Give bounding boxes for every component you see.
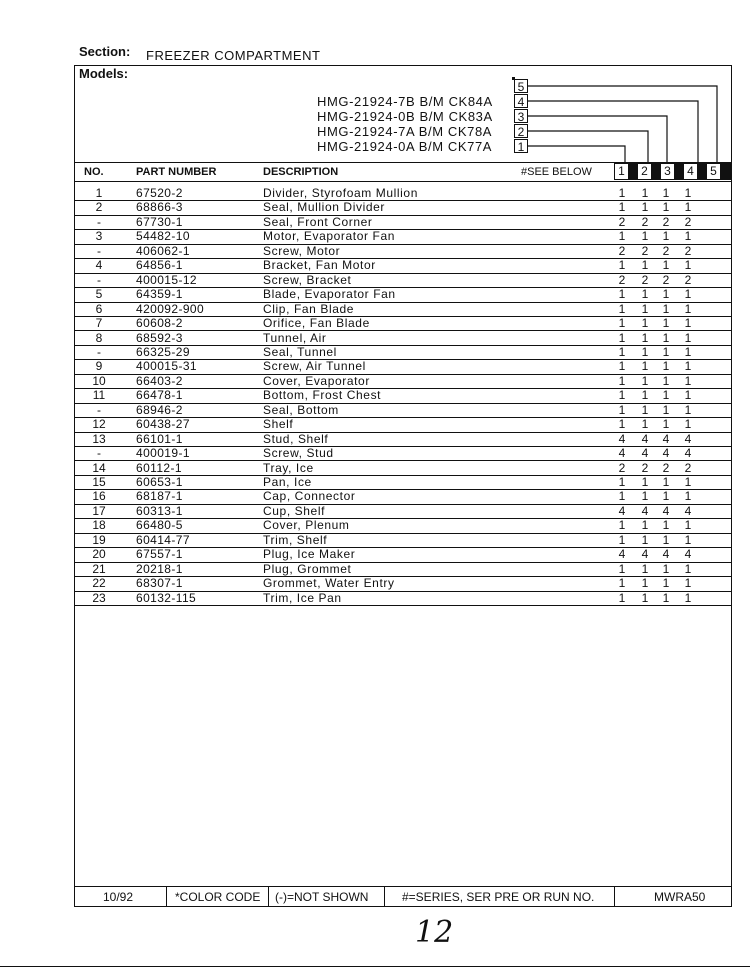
table-row: [74, 186, 732, 200]
row-item-number: 8: [95, 330, 103, 345]
column-box-1: 1: [614, 163, 629, 180]
table-row: [74, 562, 732, 576]
row-quantity: 4: [662, 547, 670, 562]
table-row: [74, 432, 732, 446]
row-quantity: 1: [684, 359, 692, 374]
row-item-number: 16: [92, 489, 106, 504]
row-item-number: -: [97, 446, 101, 461]
row-description: Stud, Shelf: [263, 431, 329, 446]
row-quantity: 1: [641, 590, 649, 605]
row-quantity: 4: [641, 446, 649, 461]
row-quantity: 1: [662, 489, 670, 504]
table-row: [74, 316, 732, 330]
row-description: Screw, Stud: [263, 446, 334, 461]
row-quantity: 4: [662, 503, 670, 518]
row-part-number: 67557-1: [136, 547, 183, 562]
row-quantity: 1: [684, 561, 692, 576]
table-row: [74, 388, 732, 402]
row-quantity: 1: [662, 373, 670, 388]
table-row: [74, 446, 732, 460]
row-description: Grommet, Water Entry: [263, 576, 395, 591]
row-quantity: 1: [662, 475, 670, 489]
row-description: Seal, Tunnel: [263, 344, 337, 359]
row-quantity: 1: [662, 301, 670, 316]
row-quantity: 1: [662, 258, 670, 273]
row-quantity: 1: [662, 417, 670, 432]
row-description: Seal, Front Corner: [263, 214, 373, 229]
table-row: [74, 302, 732, 316]
row-quantity: 4: [684, 503, 692, 518]
row-quantity: 1: [662, 186, 670, 200]
table-row: [74, 229, 732, 243]
row-quantity: 1: [684, 489, 692, 504]
row-quantity: 1: [618, 229, 626, 244]
model-line: HMG-21924-7B B/M CK84A: [317, 94, 493, 109]
row-quantity: 1: [684, 532, 692, 547]
row-description: Screw, Motor: [263, 243, 341, 258]
section-label: Section:: [79, 44, 131, 59]
row-quantity: 4: [618, 446, 626, 461]
row-quantity: 4: [641, 503, 649, 518]
row-quantity: 1: [618, 518, 626, 533]
row-quantity: 2: [618, 272, 626, 287]
row-quantity: 4: [618, 547, 626, 562]
row-quantity: 1: [684, 417, 692, 432]
footer-series: #=SERIES, SER PRE OR RUN NO.: [402, 890, 595, 904]
row-part-number: 66403-2: [136, 373, 183, 388]
row-quantity: 1: [641, 417, 649, 432]
row-part-number: 60438-27: [136, 417, 190, 432]
row-item-number: 1: [95, 186, 103, 200]
page-bottom-rule: [0, 966, 750, 967]
table-row: [74, 403, 732, 417]
table-row: [74, 576, 732, 590]
row-quantity: 4: [684, 547, 692, 562]
row-quantity: 1: [684, 316, 692, 331]
row-item-number: 12: [92, 417, 106, 432]
row-quantity: 2: [684, 272, 692, 287]
row-quantity: 1: [618, 344, 626, 359]
header-no: NO.: [84, 166, 104, 178]
model-index-box: 4: [514, 94, 528, 108]
row-quantity: 1: [641, 561, 649, 576]
model-index-box: 3: [514, 109, 528, 123]
row-part-number: 60414-77: [136, 532, 190, 547]
row-item-number: 2: [95, 200, 103, 215]
row-part-number: 400015-12: [136, 272, 197, 287]
row-description: Clip, Fan Blade: [263, 301, 355, 316]
row-quantity: 4: [662, 431, 670, 446]
column-box-3: 3: [660, 163, 675, 180]
row-quantity: 1: [684, 344, 692, 359]
row-quantity: 1: [662, 316, 670, 331]
row-quantity: 1: [684, 402, 692, 417]
row-quantity: 1: [684, 475, 692, 489]
row-quantity: 2: [662, 460, 670, 475]
table-row: [74, 273, 732, 287]
row-item-number: -: [97, 243, 101, 258]
row-quantity: 1: [641, 576, 649, 591]
row-quantity: 1: [662, 402, 670, 417]
row-quantity: 2: [684, 460, 692, 475]
row-quantity: 1: [662, 518, 670, 533]
row-part-number: 68307-1: [136, 576, 183, 591]
row-quantity: 1: [618, 258, 626, 273]
footer-separator: [384, 886, 385, 907]
model-index-box: 1: [514, 139, 528, 153]
row-quantity: 1: [662, 590, 670, 605]
row-part-number: 66101-1: [136, 431, 183, 446]
row-quantity: 2: [641, 214, 649, 229]
table-row: [74, 287, 732, 301]
row-quantity: 1: [618, 373, 626, 388]
row-description: Shelf: [263, 417, 294, 432]
row-quantity: 1: [641, 475, 649, 489]
row-description: Plug, Grommet: [263, 561, 352, 576]
row-item-number: -: [97, 272, 101, 287]
row-part-number: 66478-1: [136, 388, 183, 403]
row-quantity: 1: [662, 359, 670, 374]
row-quantity: 1: [641, 287, 649, 302]
row-quantity: 1: [662, 229, 670, 244]
row-quantity: 1: [662, 330, 670, 345]
row-item-number: 5: [95, 287, 103, 302]
row-quantity: 2: [641, 243, 649, 258]
row-description: Pan, Ice: [263, 475, 312, 489]
row-item-number: 13: [92, 431, 106, 446]
section-value: FREEZER COMPARTMENT: [146, 48, 321, 63]
row-quantity: 4: [618, 431, 626, 446]
row-description: Tunnel, Air: [263, 330, 327, 345]
row-item-number: 15: [92, 475, 106, 489]
row-description: Tray, Ice: [263, 460, 314, 475]
row-part-number: 66325-29: [136, 344, 190, 359]
row-part-number: 64856-1: [136, 258, 183, 273]
table-row: [74, 359, 732, 373]
footer-separator: [166, 886, 167, 907]
row-item-number: 21: [92, 561, 106, 576]
row-quantity: 1: [641, 359, 649, 374]
row-item-number: 10: [92, 373, 106, 388]
column-divider: [698, 163, 706, 180]
row-item-number: 18: [92, 518, 106, 533]
row-part-number: 66480-5: [136, 518, 183, 533]
row-item-number: 19: [92, 532, 106, 547]
row-quantity: 1: [641, 229, 649, 244]
row-quantity: 4: [618, 503, 626, 518]
row-item-number: 22: [92, 576, 106, 591]
row-item-number: -: [97, 214, 101, 229]
footer-code: MWRA50: [654, 890, 706, 904]
models-label: Models:: [79, 66, 129, 81]
row-quantity: 1: [684, 576, 692, 591]
row-description: Screw, Bracket: [263, 272, 352, 287]
row-quantity: 1: [641, 330, 649, 345]
row-quantity: 2: [684, 243, 692, 258]
row-quantity: 2: [684, 214, 692, 229]
footer-separator: [614, 886, 615, 907]
row-quantity: 1: [641, 258, 649, 273]
row-quantity: 1: [618, 590, 626, 605]
row-quantity: 1: [618, 489, 626, 504]
row-description: Seal, Bottom: [263, 402, 339, 417]
row-item-number: 6: [95, 301, 103, 316]
row-quantity: 1: [662, 576, 670, 591]
row-description: Cover, Evaporator: [263, 373, 370, 388]
row-item-number: 4: [95, 258, 103, 273]
table-row: [74, 504, 732, 518]
row-description: Orifice, Fan Blade: [263, 316, 370, 331]
row-item-number: 17: [92, 503, 106, 518]
table-row: [74, 374, 732, 388]
row-quantity: 2: [662, 243, 670, 258]
row-description: Trim, Shelf: [263, 532, 328, 547]
table-row: [74, 591, 732, 605]
row-part-number: 64359-1: [136, 287, 183, 302]
row-quantity: 1: [684, 200, 692, 215]
table-row: [74, 345, 732, 359]
row-quantity: 1: [641, 518, 649, 533]
row-quantity: 1: [618, 359, 626, 374]
row-description: Trim, Ice Pan: [263, 590, 342, 605]
column-box-4: 4: [683, 163, 698, 180]
row-quantity: 1: [641, 388, 649, 403]
row-quantity: 4: [641, 431, 649, 446]
table-row: [74, 244, 732, 258]
table-row: [74, 547, 732, 561]
row-part-number: 68866-3: [136, 200, 183, 215]
row-part-number: 60313-1: [136, 503, 183, 518]
row-description: Bracket, Fan Motor: [263, 258, 376, 273]
row-part-number: 68592-3: [136, 330, 183, 345]
row-part-number: 68187-1: [136, 489, 183, 504]
table-row: [74, 200, 732, 214]
header-part-number: PART NUMBER: [136, 166, 217, 178]
row-quantity: 1: [684, 229, 692, 244]
row-part-number: 67520-2: [136, 186, 183, 200]
row-quantity: 1: [618, 301, 626, 316]
model-line: HMG-21924-0A B/M CK77A: [317, 139, 493, 154]
row-quantity: 1: [618, 186, 626, 200]
row-part-number: 20218-1: [136, 561, 183, 576]
row-item-number: 9: [95, 359, 103, 374]
row-description: Bottom, Frost Chest: [263, 388, 382, 403]
row-part-number: 60653-1: [136, 475, 183, 489]
row-quantity: 1: [684, 301, 692, 316]
model-index-box: 5: [514, 79, 528, 93]
row-part-number: 68946-2: [136, 402, 183, 417]
row-quantity: 1: [684, 590, 692, 605]
row-quantity: 2: [618, 214, 626, 229]
row-quantity: 1: [641, 301, 649, 316]
footer-date: 10/92: [103, 890, 134, 904]
row-quantity: 1: [641, 186, 649, 200]
row-part-number: 60112-1: [136, 460, 182, 475]
row-part-number: 67730-1: [136, 214, 183, 229]
row-description: Blade, Evaporator Fan: [263, 287, 396, 302]
row-description: Plug, Ice Maker: [263, 547, 356, 562]
row-quantity: 1: [618, 388, 626, 403]
row-item-number: -: [97, 402, 101, 417]
row-quantity: 4: [662, 446, 670, 461]
column-box-5: 5: [706, 163, 721, 180]
row-quantity: 1: [641, 489, 649, 504]
row-quantity: 1: [618, 475, 626, 489]
row-description: Divider, Styrofoam Mullion: [263, 186, 418, 200]
footer-not-shown: (-)=NOT SHOWN: [275, 890, 369, 904]
row-part-number: 400019-1: [136, 446, 190, 461]
row-quantity: 1: [684, 258, 692, 273]
column-divider: [652, 163, 660, 180]
table-row: [74, 258, 732, 272]
row-quantity: 1: [684, 186, 692, 200]
row-part-number: 406062-1: [136, 243, 190, 258]
table-row: [74, 475, 732, 489]
row-quantity: 1: [684, 388, 692, 403]
row-quantity: 1: [618, 330, 626, 345]
row-quantity: 1: [618, 417, 626, 432]
row-quantity: 2: [641, 272, 649, 287]
row-part-number: 60608-2: [136, 316, 183, 331]
row-item-number: -: [97, 344, 101, 359]
column-divider: [675, 163, 683, 180]
row-quantity: 1: [618, 200, 626, 215]
row-underline: [74, 605, 732, 606]
header-bottom-rule: [74, 181, 732, 182]
row-quantity: 2: [662, 214, 670, 229]
row-quantity: 1: [641, 344, 649, 359]
model-line: HMG-21924-7A B/M CK78A: [317, 124, 493, 139]
row-description: Motor, Evaporator Fan: [263, 229, 395, 244]
column-box-2: 2: [637, 163, 652, 180]
row-description: Cover, Plenum: [263, 518, 350, 533]
row-item-number: 7: [95, 316, 103, 331]
row-quantity: 1: [662, 561, 670, 576]
row-quantity: 1: [662, 344, 670, 359]
row-item-number: 23: [92, 590, 106, 605]
row-quantity: 1: [618, 532, 626, 547]
row-quantity: 1: [641, 532, 649, 547]
row-description: Cup, Shelf: [263, 503, 326, 518]
header-description: DESCRIPTION: [263, 166, 339, 178]
footer-separator: [268, 886, 269, 907]
row-quantity: 1: [684, 373, 692, 388]
row-description: Screw, Air Tunnel: [263, 359, 366, 374]
row-part-number: 54482-10: [136, 229, 190, 244]
row-quantity: 1: [618, 316, 626, 331]
row-description: Seal, Mullion Divider: [263, 200, 385, 215]
table-row: [74, 461, 732, 475]
table-row: [74, 533, 732, 547]
row-item-number: 14: [92, 460, 106, 475]
row-quantity: 2: [618, 460, 626, 475]
row-quantity: 1: [662, 388, 670, 403]
row-quantity: 1: [641, 316, 649, 331]
model-index-box: 2: [514, 124, 528, 138]
row-quantity: 1: [684, 330, 692, 345]
row-item-number: 20: [92, 547, 106, 562]
row-quantity: 1: [684, 287, 692, 302]
row-description: Cap, Connector: [263, 489, 356, 504]
row-quantity: 2: [662, 272, 670, 287]
row-item-number: 11: [92, 388, 106, 403]
table-row: [74, 417, 732, 431]
row-quantity: 1: [618, 402, 626, 417]
table-row: [74, 215, 732, 229]
row-quantity: 1: [662, 200, 670, 215]
page-number: 12: [415, 915, 454, 950]
row-part-number: 60132-115: [136, 590, 197, 605]
row-quantity: 2: [641, 460, 649, 475]
table-row: [74, 331, 732, 345]
table-row: [74, 489, 732, 503]
row-quantity: 4: [641, 547, 649, 562]
row-part-number: 420092-900: [136, 301, 205, 316]
row-quantity: 2: [618, 243, 626, 258]
row-quantity: 4: [684, 431, 692, 446]
column-divider: [721, 163, 731, 180]
row-quantity: 1: [662, 532, 670, 547]
row-item-number: 3: [95, 229, 103, 244]
row-quantity: 1: [684, 518, 692, 533]
row-quantity: 1: [641, 200, 649, 215]
row-quantity: 4: [684, 446, 692, 461]
row-quantity: 1: [618, 576, 626, 591]
column-divider: [629, 163, 637, 180]
footer-color-code: *COLOR CODE: [175, 890, 261, 904]
row-quantity: 1: [641, 373, 649, 388]
row-quantity: 1: [662, 287, 670, 302]
row-quantity: 1: [618, 287, 626, 302]
model-line: HMG-21924-0B B/M CK83A: [317, 109, 493, 124]
row-quantity: 1: [641, 402, 649, 417]
row-quantity: 1: [618, 561, 626, 576]
table-row: [74, 518, 732, 532]
header-see-below: #SEE BELOW: [521, 166, 592, 178]
row-part-number: 400015-31: [136, 359, 197, 374]
